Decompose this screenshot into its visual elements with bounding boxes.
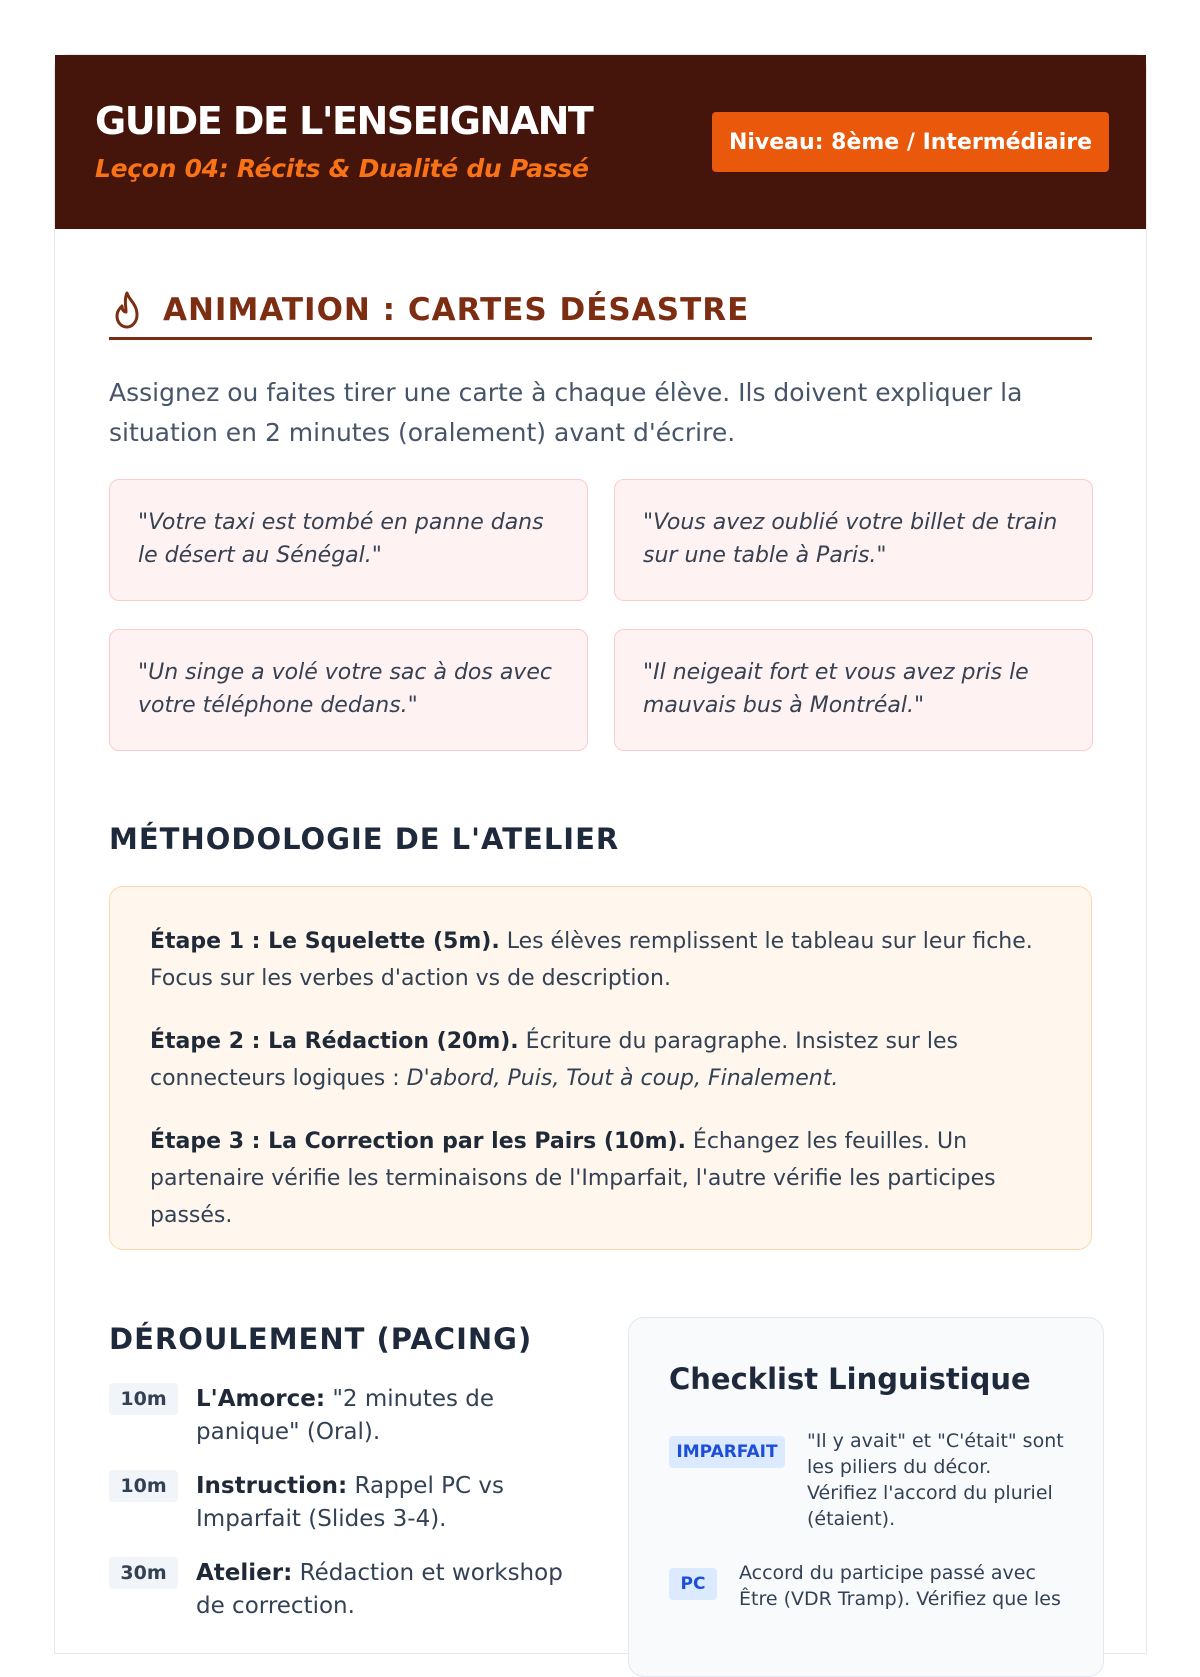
animation-title: ANIMATION : CARTES DÉSASTRE (163, 291, 750, 328)
pacing-desc: "2 minutes de panique" (Oral). (196, 1386, 495, 1445)
pacing-desc: Rédaction et workshop de correction. (196, 1560, 563, 1619)
page-header (55, 55, 1146, 229)
method-step (150, 923, 1051, 997)
checklist-title: Checklist Linguistique (669, 1362, 1031, 1396)
disaster-card: "Il neigeait fort et vous avez pris le mauvais bus à Montréal." (614, 629, 1093, 751)
level-badge: Niveau: 8ème / Intermédiaire (712, 112, 1109, 172)
pacing-time-badge: 10m (109, 1383, 178, 1415)
step-text: Écriture du paragraphe. Insistez sur les connecteurs logiques : (150, 1029, 958, 1091)
step-label: Étape 1 : Le Squelette (5m). (150, 929, 500, 954)
pacing-label: Instruction: (196, 1473, 348, 1499)
animation-intro: Assignez ou faites tirer une carte à chaque élève. Ils doivent expliquer la situation en 2 minutes (oralement) avant d'écrire. (109, 378, 1023, 447)
animation-section-heading (109, 282, 1092, 340)
checklist-tag: PC (669, 1568, 717, 1600)
pacing-item (109, 1470, 579, 1536)
pacing-text (196, 1383, 579, 1449)
method-step (150, 1123, 1051, 1234)
checklist-text: Accord du participe passé avec Être (VDR Tramp). Vérifiez que les (739, 1562, 1061, 1610)
step-label: Étape 2 : La Rédaction (20m). (150, 1029, 519, 1054)
lesson-subtitle: Leçon 04: Récits & Dualité du Passé (95, 154, 589, 183)
step-label: Étape 3 : La Correction par les Pairs (10m). (150, 1129, 686, 1154)
linguistic-checklist (628, 1317, 1104, 1677)
connector-words: D'abord, Puis, Tout à coup, Finalement. (406, 1066, 839, 1091)
pacing-text (196, 1470, 579, 1536)
method-step (150, 1023, 1051, 1097)
disaster-card: "Un singe a volé votre sac à dos avec votre téléphone dedans." (109, 629, 588, 751)
checklist-tag: IMPARFAIT (669, 1436, 785, 1468)
pacing-text (196, 1557, 579, 1623)
page-title: GUIDE DE L'ENSEIGNANT (95, 99, 593, 143)
pacing-time-badge: 10m (109, 1470, 178, 1502)
step-text: Les élèves remplissent le tableau sur leur fiche. Focus sur les verbes d'action vs de description. (150, 929, 1033, 991)
pacing-label: L'Amorce: (196, 1386, 326, 1412)
disaster-card: "Vous avez oublié votre billet de train sur une table à Paris." (614, 479, 1093, 601)
checklist-text: "Il y avait" et "C'était" sont les piliers du décor. Vérifiez l'accord du pluriel (étaient). (807, 1430, 1064, 1530)
pacing-item (109, 1383, 579, 1449)
pacing-item (109, 1557, 579, 1623)
pacing-title: DÉROULEMENT (PACING) (109, 1322, 533, 1356)
methodology-box (109, 886, 1092, 1250)
disaster-card: "Votre taxi est tombé en panne dans le désert au Sénégal." (109, 479, 588, 601)
flame-icon (109, 290, 145, 330)
methodology-title: MÉTHODOLOGIE DE L'ATELIER (109, 822, 620, 856)
step-text: Échangez les feuilles. Un partenaire vérifie les terminaisons de l'Imparfait, l'autre vérifie les participes passés. (150, 1129, 996, 1228)
pacing-label: Atelier: (196, 1560, 293, 1586)
pacing-time-badge: 30m (109, 1557, 178, 1589)
pacing-desc: Rappel PC vs Imparfait (Slides 3-4). (196, 1473, 504, 1532)
